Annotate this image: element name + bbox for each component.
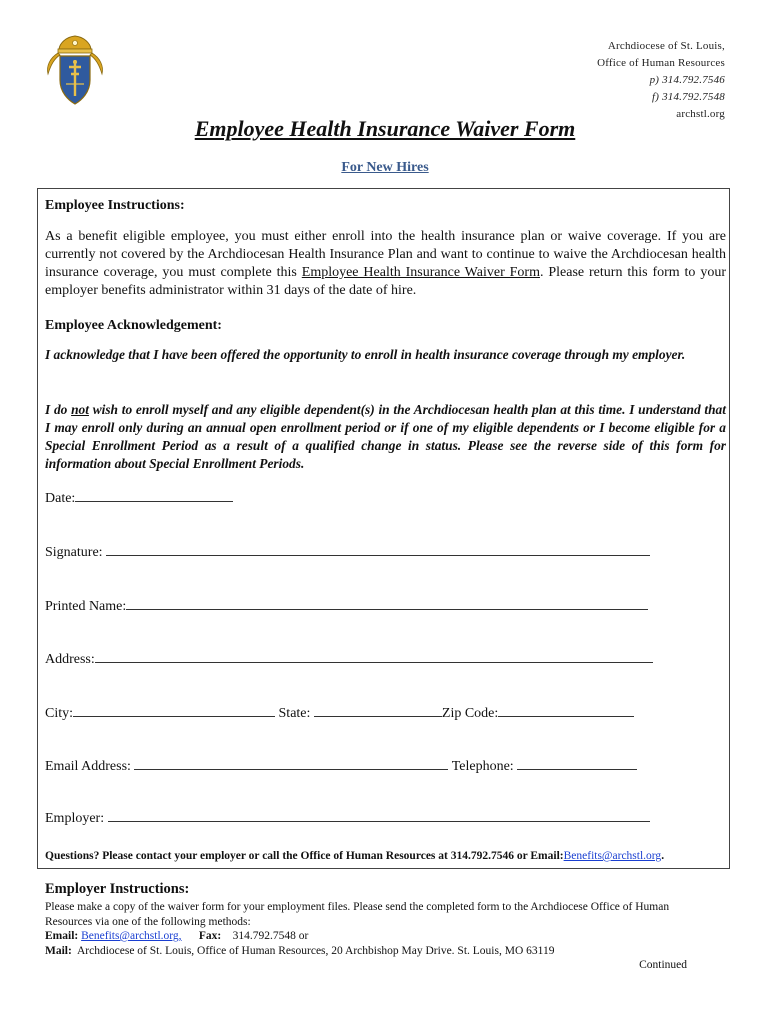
date-input[interactable]	[75, 488, 233, 502]
employer-mail-line	[45, 944, 705, 959]
questions-note	[45, 850, 664, 862]
date-field	[45, 488, 233, 507]
signature-label: Signature:	[45, 545, 103, 560]
mail-method-label: Mail:	[45, 945, 72, 957]
employer-email-link[interactable]: Benefits@archstl.org,	[81, 930, 182, 942]
para2-rest: wish to enroll myself and any eligible dependent(s) in the Archdiocesan health plan at this time. I understand that I may enroll only during an annual open enrollment period or if one of my eligible dependents or I become eligible for a Special Enrollment Period as a result of a qualified change in status. Please see the reverse side of this form for information about Special Enrollment Periods.	[45, 402, 726, 471]
acknowledgement-heading: Employee Acknowledgement:	[45, 318, 222, 333]
instructions-heading: Employee Instructions:	[45, 198, 185, 213]
fax-method-value: 314.792.7548 or	[232, 930, 309, 942]
para2-not: not	[71, 402, 89, 417]
org-line-2: Office of Human Resources	[597, 57, 725, 69]
city-state-zip-field	[45, 703, 634, 722]
zip-label: Zip Code:	[441, 706, 499, 721]
address-label: Address:	[45, 652, 95, 667]
printed-name-input[interactable]	[126, 596, 648, 610]
employer-instructions-text: Please make a copy of the waiver form for your employment files. Please send the completed form to the Archdiocese Office of Human Resources via one of the following methods:	[45, 901, 670, 928]
email-input[interactable]	[134, 756, 448, 770]
para2-start: I do	[45, 402, 72, 417]
employer-email-fax-line: Email: Benefits@archstl.org, Fax: 314.792.7548 or	[45, 930, 309, 942]
city-label: City:	[45, 706, 74, 721]
employer-label: Employer:	[45, 811, 105, 826]
org-line-1: Archdiocese of St. Louis,	[607, 40, 725, 52]
website: archstl.org	[676, 108, 725, 120]
continued-note: Continued	[639, 959, 687, 971]
email-telephone-field	[45, 756, 637, 775]
telephone-label: Telephone:	[451, 759, 514, 774]
email-method-label: Email	[45, 930, 75, 942]
acknowledgement-para-2	[45, 401, 726, 473]
fax-method-label: Fax:	[198, 930, 222, 942]
address-input[interactable]	[95, 649, 653, 663]
printed-name-field	[45, 596, 648, 615]
state-label: State:	[278, 706, 311, 721]
mail-method-value: Archdiocese of St. Louis, Office of Human Resources, 20 Archbishop May Drive. St. Louis, MO 63119	[76, 945, 555, 957]
employer-instructions-heading: Employer Instructions:	[45, 881, 190, 897]
questions-text: Questions? Please contact your employer or call the Office of Human Resources at 314.792.7546 or Email:	[45, 850, 564, 862]
fax-number: f) 314.792.7548	[652, 91, 725, 103]
benefits-email-link[interactable]: Benefits@archstl.org	[563, 850, 662, 862]
phone-number: p) 314.792.7546	[649, 74, 725, 86]
instructions-text-start: As a benefit eligible employee, you must either enroll into the health insurance plan or waive coverage. If you are currently not covered by the Archdiocesan Health Insurance Plan and want to continue to waive the Archdiocesan health insurance coverage, you must complete this	[45, 229, 726, 280]
page-subtitle: For New Hires	[341, 160, 429, 175]
signature-input[interactable]	[106, 542, 650, 556]
city-input[interactable]	[73, 703, 275, 717]
form-name: Employee Health Insurance Waiver Form	[301, 265, 540, 280]
printed-name-label: Printed Name:	[45, 599, 127, 614]
address-field	[45, 649, 653, 668]
employer-input[interactable]	[108, 808, 650, 822]
archdiocese-coat-of-arms-icon	[44, 34, 106, 110]
page-title: Employee Health Insurance Waiver Form	[194, 116, 576, 141]
telephone-input[interactable]	[517, 756, 637, 770]
zip-input[interactable]	[498, 703, 634, 717]
acknowledgement-para-1: I acknowledge that I have been offered the opportunity to enroll in health insurance coverage through my employer.	[45, 347, 686, 362]
employer-field	[45, 808, 650, 827]
signature-field	[45, 542, 650, 561]
instructions-text	[45, 228, 726, 300]
instructions-text-end: . Please return this form to your employer benefits administrator within 31 days of the date of hire.	[45, 265, 726, 298]
state-input[interactable]	[314, 703, 442, 717]
contact-block	[597, 38, 725, 123]
questions-end: .	[661, 850, 665, 862]
date-label: Date:	[45, 491, 76, 506]
email-label: Email Address:	[45, 759, 131, 774]
